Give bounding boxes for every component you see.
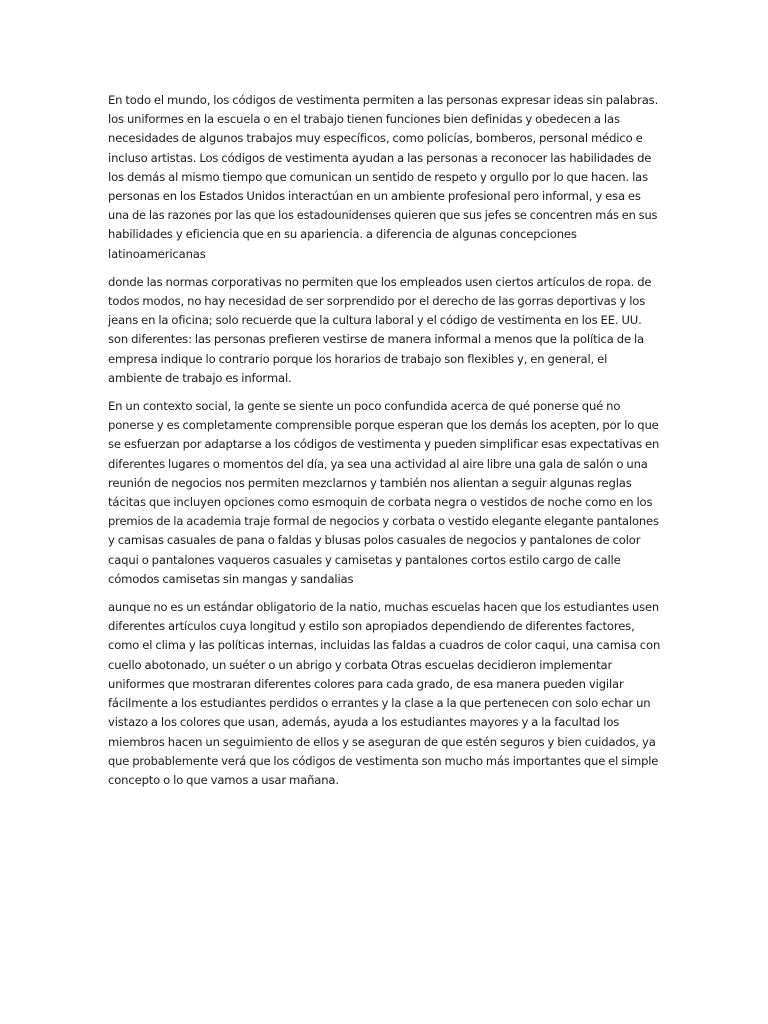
text-line: necesidades de algunos trabajos muy específicos, como policías, bomberos, personal médico e	[108, 131, 643, 146]
text-line: En un contexto social, la gente se siente un poco confundida acerca de qué ponerse qué no	[108, 399, 621, 414]
text-line: todos modos, no hay necesidad de ser sorprendido por el derecho de las gorras deportivas y los	[108, 294, 646, 309]
document-body	[108, 91, 660, 799]
text-line: cómodos camisetas sin mangas y sandalias	[108, 571, 354, 586]
text-line: caqui o pantalones vaqueros casuales y camisetas y pantalones cortos estilo cargo de calle	[108, 552, 621, 567]
text-line: miembros hacen un seguimiento de ellos y se aseguran de que estén seguros y bien cuidados, ya	[108, 734, 656, 749]
text-line: y camisas casuales de pana o faldas y blusas polos casuales de negocios y pantalones de color	[108, 533, 641, 548]
text-line: una de las razones por las que los estadounidenses quieren que sus jefes se concentren más en sus	[108, 208, 658, 223]
text-line: personas en los Estados Unidos interactúan en un ambiente profesional pero informal, y esa es	[108, 189, 641, 204]
text-line: jeans en la oficina; solo recuerde que la cultura laboral y el código de vestimenta en los EE. UU.	[108, 313, 642, 328]
text-line: diferentes lugares o momentos del día, ya sea una actividad al aire libre una gala de salón o una	[108, 456, 648, 471]
text-line: reunión de negocios nos permiten mezclarnos y también nos alientan a seguir algunas reglas	[108, 475, 632, 490]
text-line: empresa indique lo contrario porque los horarios de trabajo son flexibles y, en general, el	[108, 351, 608, 366]
text-line: incluso artistas. Los códigos de vestimenta ayudan a las personas a reconocer las habilidades de	[108, 150, 652, 165]
paragraph-1	[108, 91, 660, 264]
text-line: diferentes artículos cuya longitud y estilo son apropiados dependiendo de diferentes factores,	[108, 619, 635, 634]
text-line: son diferentes: las personas prefieren vestirse de manera informal a menos que la política de la	[108, 332, 645, 347]
text-line: ambiente de trabajo es informal.	[108, 370, 292, 385]
text-line: cuello abotonado, un suéter o un abrigo y corbata Otras escuelas decidieron implementar	[108, 657, 613, 672]
text-line: latinoamericanas	[108, 246, 206, 261]
text-line: como el clima y las políticas internas, incluidas las faldas a cuadros de color caqui, una camisa con	[108, 638, 661, 653]
paragraph-4	[108, 598, 660, 790]
text-line: premios de la academia traje formal de negocios y corbata o vestido elegante elegante pantalones	[108, 514, 659, 529]
text-line: vistazo a los colores que usan, además, ayuda a los estudiantes mayores y a la facultad los	[108, 715, 620, 730]
text-line: que probablemente verá que los códigos de vestimenta son mucho más importantes que el simple	[108, 753, 659, 768]
text-line: los demás al mismo tiempo que comunican un sentido de respeto y orgullo por lo que hacen. las	[108, 169, 648, 184]
text-line: se esfuerzan por adaptarse a los códigos de vestimenta y pueden simplificar esas expectativas en	[108, 437, 660, 452]
paragraph-2	[108, 273, 660, 388]
text-line: ponerse y es completamente comprensible porque esperan que los demás los acepten, por lo que	[108, 418, 659, 433]
text-line: donde las normas corporativas no permiten que los empleados usen ciertos artículos de ropa. de	[108, 274, 652, 289]
text-line: los uniformes en la escuela o en el trabajo tienen funciones bien definidas y obedecen a las	[108, 112, 620, 127]
text-line: habilidades y eficiencia que en su apariencia. a diferencia de algunas concepciones	[108, 227, 577, 242]
text-line: fácilmente a los estudiantes perdidos o errantes y la clase a la que pertenecen con solo echar un	[108, 696, 651, 711]
text-line: tácitas que incluyen opciones como esmoquin de corbata negra o vestidos de noche como en los	[108, 495, 653, 510]
paragraph-3	[108, 397, 660, 589]
text-line: concepto o lo que vamos a usar mañana.	[108, 772, 339, 787]
text-line: aunque no es un estándar obligatorio de la natio, muchas escuelas hacen que los estudiantes usen	[108, 600, 660, 615]
text-line: En todo el mundo, los códigos de vestimenta permiten a las personas expresar ideas sin palabras.	[108, 93, 659, 107]
text-line: uniformes que mostraran diferentes colores para cada grado, de esa manera pueden vigilar	[108, 676, 624, 691]
